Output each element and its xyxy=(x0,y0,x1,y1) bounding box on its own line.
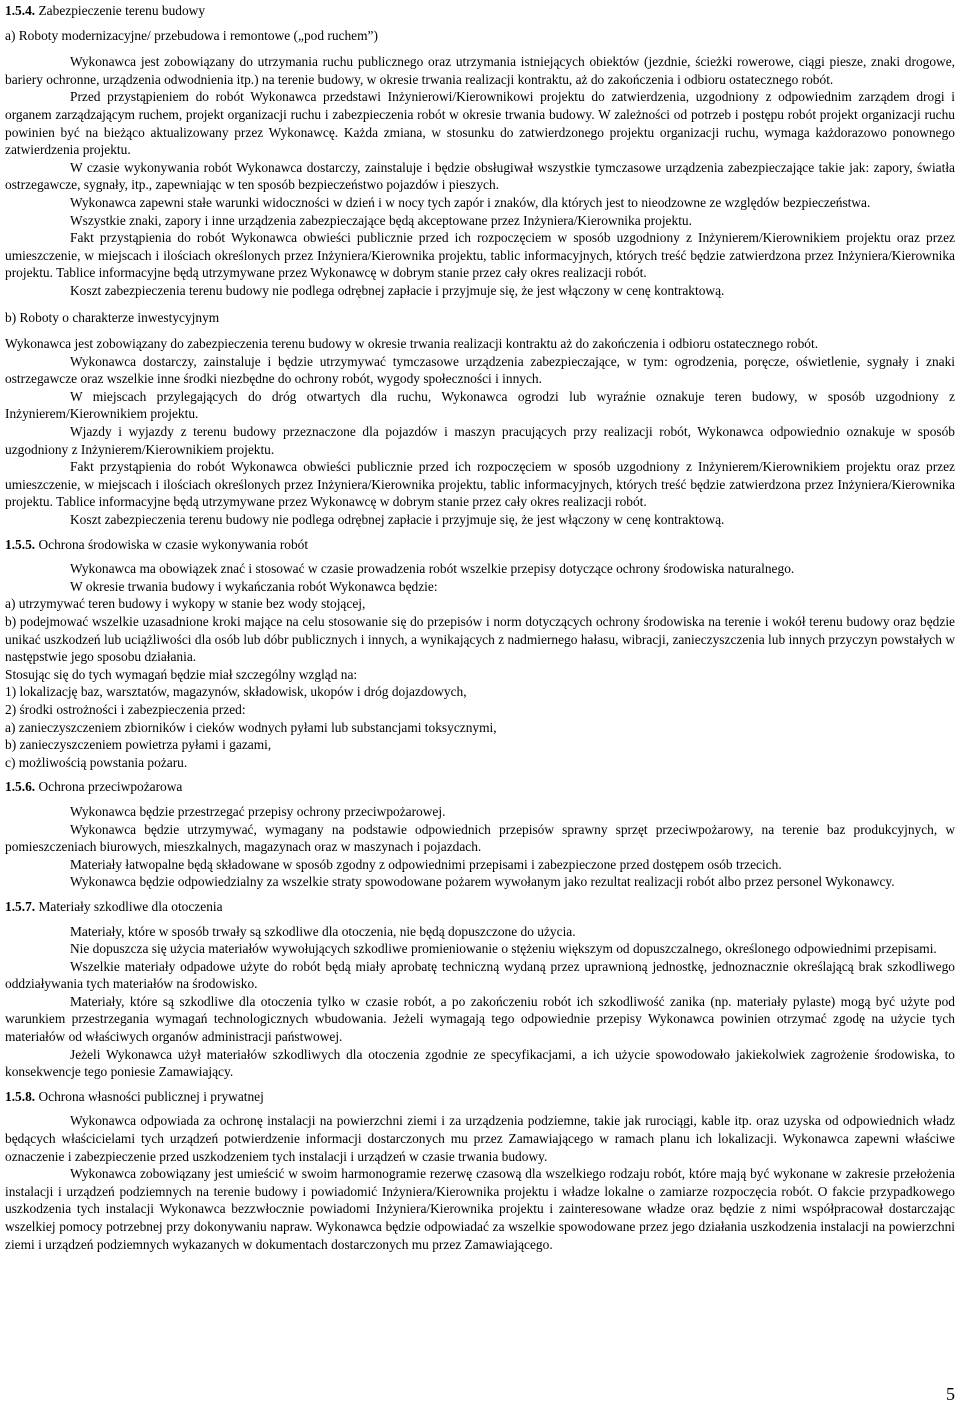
paragraph: Wykonawca będzie odpowiedzialny za wszelkie straty spowodowane pożarem wywołanym jako rezultat realizacji robót albo przez personel Wykonawcy. xyxy=(70,874,895,890)
paragraph: Wszelkie materiały odpadowe użyte do robót będą miały aprobatę techniczną wydaną przez uprawnioną jednostkę, jednoznacznie określającą brak szkodliwego oddziaływania tych materiałów na środowisko. xyxy=(5,958,955,992)
list-item: 1) lokalizację baz, warsztatów, magazynów, składowisk, ukopów i dróg dojazdowych, xyxy=(5,684,467,700)
paragraph: Wykonawca ma obowiązek znać i stosować w czasie prowadzenia robót wszelkie przepisy dotyczące ochrony środowiska naturalnego. xyxy=(70,561,795,577)
paragraph: Wykonawca dostarczy, zainstaluje i będzie utrzymywać tymczasowe urządzenia zabezpieczające, w tym: ogrodzenia, poręcze, oświetlenie, sygnały i znaki ostrzegawcze oraz wszelkie inne środki niezbędne do ochrony robót, wygody społeczności i innych. xyxy=(5,353,955,387)
list-item: a) utrzymywać teren budowy i wykopy w stanie bez wody stojącej, xyxy=(5,596,366,612)
list-item: b) podejmować wszelkie uzasadnione kroki mające na celu stosowanie się do przepisów i norm dotyczących ochrony środowiska na terenie i wokół terenu budowy oraz będzie unikać uszkodzeń lub uciążliwości dla osób lub dóbr publicznych i innych, a wynikających z nadmiernego hałasu, wibracji, zanieczyszczenia lub innych przyczyn powstałych w następstwie jego sposobu działania. xyxy=(5,614,955,665)
paragraph: Wykonawca jest zobowiązany do zabezpieczenia terenu budowy w okresie trwania realizacji kontraktu aż do zakończenia i odbioru ostatecznego robót. xyxy=(5,336,819,352)
list-item: a) zanieczyszczeniem zbiorników i cieków wodnych pyłami lub substancjami toksycznymi, xyxy=(5,719,497,735)
paragraph: Nie dopuszcza się użycia materiałów wywołujących szkodliwe promieniowanie o stężeniu większym od dopuszczalnego, określonego odpowiednimi przepisami. xyxy=(70,941,937,957)
paragraph: W okresie trwania budowy i wykańczania robót Wykonawca będzie: xyxy=(70,578,438,594)
section-heading-1-5-5 xyxy=(5,536,955,554)
section-number: 1.5.4. xyxy=(5,3,36,18)
paragraph: Fakt przystąpienia do robót Wykonawca obwieści publicznie przed ich rozpoczęciem w sposób uzgodniony z Inżynierem/Kierownikiem projektu oraz przez umieszczenie, w miejscach i ilościach określonych przez Inżyniera/Kierownika projektu, tablic informacyjnych, których treść będzie zatwierdzona przez Inżyniera/Kierownika projektu. Tablice informacyjne będą utrzymywane przez Wykonawcę w dobrym stanie przez cały okres realizacji robót. xyxy=(5,459,955,510)
paragraph: Koszt zabezpieczenia terenu budowy nie podlega odrębnej zapłacie i przyjmuje się, że jest włączony w cenę kontraktową. xyxy=(70,512,725,528)
section-heading-1-5-6 xyxy=(5,778,955,796)
list-item: 2) środki ostrożności i zabezpieczenia przed: xyxy=(5,701,246,717)
section-title: Ochrona przeciwpożarowa xyxy=(38,779,183,795)
paragraph: Wykonawca zobowiązany jest umieścić w swoim harmonogramie rezerwę czasową dla wszelkiego rodzaju robót, które mają być wykonane w zakresie przełożenia instalacji i urządzeń podziemnych na terenie budowy i powiadomić Inżyniera/Kierownika projektu i władze lokalne o zamiarze rozpoczęcia robót. O fakcie przypadkowego uszkodzenia tych instalacji Wykonawca bezzwłocznie powiadomi Inżyniera/Kierownika projektu i zainteresowane władze oraz będzie z nimi współpracował dostarczając wszelkiej pomocy potrzebnej przy dokonywaniu napraw. Wykonawca będzie odpowiadać za wszelkie spowodowane przez jego działania uszkodzenia instalacji na powierzchni ziemi i urządzeń podziemnych wykazanych w dokumentach dostarczonych mu przez Zamawiającego. xyxy=(5,1166,955,1252)
paragraph: Wjazdy i wyjazdy z terenu budowy przeznaczone dla pojazdów i maszyn pracujących przy realizacji robót, Wykonawca odpowiednio oznakuje w sposób uzgodniony z Inżynierem/Kierownikiem projektu. xyxy=(5,424,955,457)
subsection-title-b: b) Roboty o charakterze inwestycyjnym xyxy=(5,309,220,325)
document-page xyxy=(5,0,955,1253)
paragraph: Wykonawca zapewni stałe warunki widoczności w dzień i w nocy tych zapór i znaków, dla których jest to nieodzowne ze względów bezpieczeństwa. xyxy=(70,194,871,210)
paragraph: W miejscach przylegających do dróg otwartych dla ruchu, Wykonawca ogrodzi lub wyraźnie oznakuje teren budowy, w sposób uzgodniony z Inżynierem/Kierownikiem projektu. xyxy=(5,388,955,422)
section-number: 1.5.7. xyxy=(5,898,36,914)
paragraph: Jeżeli Wykonawca użył materiałów szkodliwych dla otoczenia zgodnie ze specyfikacjami, a ich użycie spowodowało jakiekolwiek zagrożenie środowiska, to konsekwencje tego poniesie Zamawiający. xyxy=(5,1046,955,1080)
paragraph: Wykonawca będzie przestrzegać przepisy ochrony przeciwpożarowej. xyxy=(70,803,446,819)
section-heading-1-5-4 xyxy=(5,0,955,20)
paragraph: Materiały łatwopalne będą składowane w sposób zgodny z odpowiednimi przepisami i zabezpieczone przed dostępem osób trzecich. xyxy=(70,856,782,872)
paragraph: Wykonawca będzie utrzymywać, wymagany na podstawie odpowiednich przepisów sprawny sprzęt przeciwpożarowy, na terenie baz produkcyjnych, w pomieszczeniach biurowych, mieszkalnych, magazynach oraz w maszynach i pojazdach. xyxy=(5,821,955,855)
page-number: 5 xyxy=(946,1384,955,1404)
section-number: 1.5.8. xyxy=(5,1088,36,1104)
paragraph: Przed przystąpieniem do robót Wykonawca przedstawi Inżynierowi/Kierownikowi projektu do zatwierdzenia, uzgodniony z odpowiednim zarządem drogi i organem zarządzającym ruchem, projekt organizacji ruchu i zabezpieczenia robót w okresie trwania budowy. W zależności od potrzeb i postępu robót projekt organizacji ruchu powinien być na bieżąco aktualizowany przez Wykonawcę. Każda zmiana, w stosunku do zatwierdzonego projektu organizacji ruchu, wymaga każdorazowo ponownego zatwierdzenia projektu. xyxy=(5,89,955,158)
paragraph: Materiały, które są szkodliwe dla otoczenia tylko w czasie robót, a po zakończeniu robót ich szkodliwość zanika (np. materiały pylaste) mogą być użyte pod warunkiem przestrzegania wymagań technologicznych wbudowania. Jeżeli wymagają tego odpowiednie przepisy Wykonawca powinien otrzymać zgodę na użycie tych materiałów od właściwych organów administracji państwowej. xyxy=(5,993,955,1045)
section-heading-1-5-7 xyxy=(5,898,955,916)
paragraph: Materiały, które w sposób trwały są szkodliwe dla otoczenia, nie będą dopuszczone do użycia. xyxy=(70,923,576,939)
section-title: Materiały szkodliwe dla otoczenia xyxy=(38,898,223,914)
subsection-title-a: a) Roboty modernizacyjne/ przebudowa i remontowe („pod ruchem”) xyxy=(5,27,378,43)
paragraph: Fakt przystąpienia do robót Wykonawca obwieści publicznie przed ich rozpoczęciem w sposób uzgodniony z Inżynierem/Kierownikiem projektu oraz przez umieszczenie, w miejscach i ilościach określonych przez Inżyniera/Kierownika projektu, tablic informacyjnych, których treść będzie zatwierdzona przez Inżyniera/Kierownika projektu. Tablice informacyjne będą utrzymywane przez Wykonawcę w dobrym stanie przez cały okres realizacji robót. xyxy=(5,230,955,281)
section-number: 1.5.5. xyxy=(5,536,36,552)
paragraph: Stosując się do tych wymagań będzie miał szczególny wzgląd na: xyxy=(5,666,358,682)
section-heading-1-5-8 xyxy=(5,1088,955,1106)
list-item: c) możliwością powstania pożaru. xyxy=(5,754,188,770)
paragraph: Koszt zabezpieczenia terenu budowy nie podlega odrębnej zapłacie i przyjmuje się, że jest włączony w cenę kontraktową. xyxy=(70,282,725,298)
section-number: 1.5.6. xyxy=(5,779,36,795)
paragraph: W czasie wykonywania robót Wykonawca dostarczy, zainstaluje i będzie obsługiwał wszystkie tymczasowe urządzenia zabezpieczające takie jak: zapory, światła ostrzegawcze, sygnały, itp., zapewniając w ten sposób bezpieczeństwo pojazdów i pieszych. xyxy=(5,159,955,193)
paragraph: Wszystkie znaki, zapory i inne urządzenia zabezpieczające będą akceptowane przez Inżyniera/Kierownika projektu. xyxy=(70,212,692,228)
paragraph: Wykonawca odpowiada za ochronę instalacji na powierzchni ziemi i za urządzenia podziemne, takie jak rurociągi, kable itp. oraz uzyska od odpowiednich władz będących właścicielami tych urządzeń potwierdzenie informacji dostarczonych mu przez Zamawiającego w ramach planu ich lokalizacji. Wykonawca zapewni właściwe oznaczenie i zabezpieczenie przed uszkodzeniem tych instalacji i urządzeń w czasie trwania budowy. xyxy=(5,1113,955,1164)
section-title: Ochrona własności publicznej i prywatnej xyxy=(38,1088,264,1104)
section-title: Zabezpieczenie terenu budowy xyxy=(38,3,206,18)
section-title: Ochrona środowiska w czasie wykonywania robót xyxy=(38,536,309,552)
paragraph: Wykonawca jest zobowiązany do utrzymania ruchu publicznego oraz utrzymania istniejących obiektów (jezdnie, ścieżki rowerowe, ciągi piesze, znaki drogowe, bariery ochronne, urządzenia odwodnienia itp.) na terenie budowy, w okresie trwania realizacji kontraktu, aż do zakończenia i odbioru ostatecznego robót. xyxy=(5,54,955,87)
list-item: b) zanieczyszczeniem powietrza pyłami i gazami, xyxy=(5,737,272,753)
